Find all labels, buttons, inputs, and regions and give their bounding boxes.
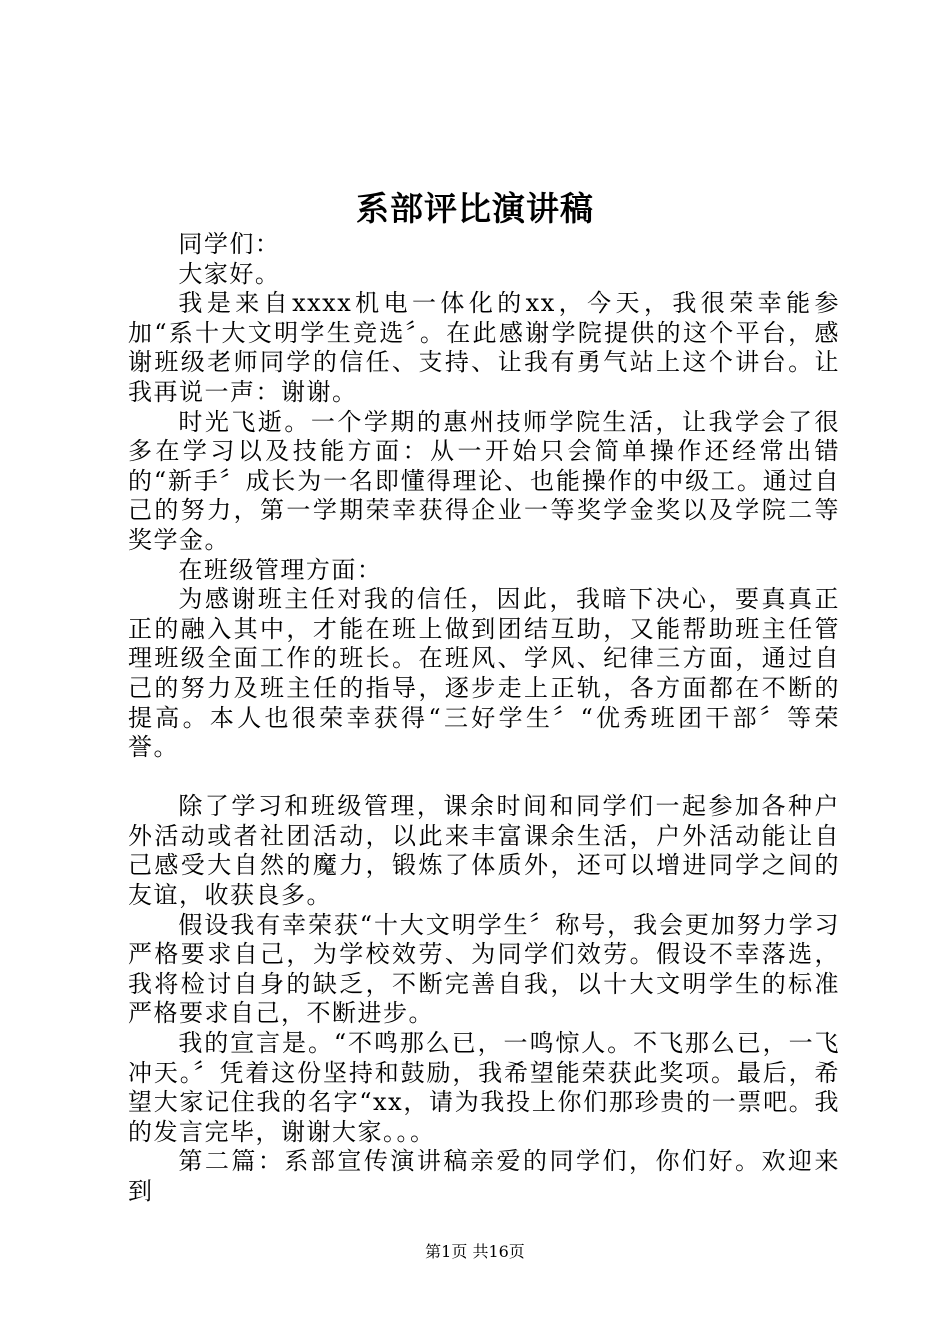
page-number-footer: 第1页 共16页: [425, 1242, 525, 1261]
paragraph: 我是来自xxxx机电一体化的xx，今天，我很荣幸能参加“系十大文明学生竞选〞。在此感谢学院提供的这个平台，感谢班级老师同学的信任、支持、让我有勇气站上这个讲台。让我再说一声：谢谢。: [128, 289, 840, 406]
paragraph: 在班级管理方面：: [178, 555, 383, 584]
paragraph: 假设我有幸荣获“十大文明学生〞称号，我会更加努力学习严格要求自己，为学校效劳、为同学们效劳。假设不幸落选，我将检讨自身的缺乏，不断完善自我，以十大文明学生的标准严格要求自己，不断进步。: [128, 910, 840, 1028]
document-body: [128, 230, 840, 1207]
paragraph: 第二篇：系部宣传演讲稿亲爱的同学们，你们好。欢迎来到: [128, 1147, 840, 1205]
paragraph: 为感谢班主任对我的信任，因此，我暗下决心，要真真正正的融入其中，才能在班上做到团结互助，又能帮助班主任管理班级全面工作的班长。在班风、学风、纪律三方面，通过自己的努力及班主任的指导，逐步走上正轨，各方面都在不断的提高。本人也很荣幸获得“三好学生〞“优秀班团干部〞等荣誉。: [128, 585, 840, 762]
paragraph: 大家好。: [178, 259, 281, 288]
paragraph: 我的宣言是。“不鸣那么已，一鸣惊人。不飞那么已，一飞冲天。〞凭着这份坚持和鼓励，我希望能荣获此奖项。最后，希望大家记住我的名字“xx，请为我投上你们那珍贵的一票吧。我的发言完毕，谢谢大家。。。: [128, 1029, 840, 1146]
document-title: 系部评比演讲稿: [356, 189, 594, 228]
paragraph: 同学们：: [178, 230, 281, 258]
paragraph: 时光飞逝。一个学期的惠州技师学院生活，让我学会了很多在学习以及技能方面：从一开始只会简单操作还经常出错的“新手〞成长为一名即懂得理论、也能操作的中级工。通过自己的努力，第一学期荣幸获得企业一等奖学金奖以及学院二等奖学金。: [128, 407, 840, 554]
paragraph-spacer: [128, 763, 840, 793]
paragraph: 除了学习和班级管理，课余时间和同学们一起参加各种户外活动或者社团活动，以此来丰富课余生活，户外活动能让自己感受大自然的魔力，锻炼了体质外，还可以增进同学之间的友谊，收获良多。: [128, 792, 840, 910]
